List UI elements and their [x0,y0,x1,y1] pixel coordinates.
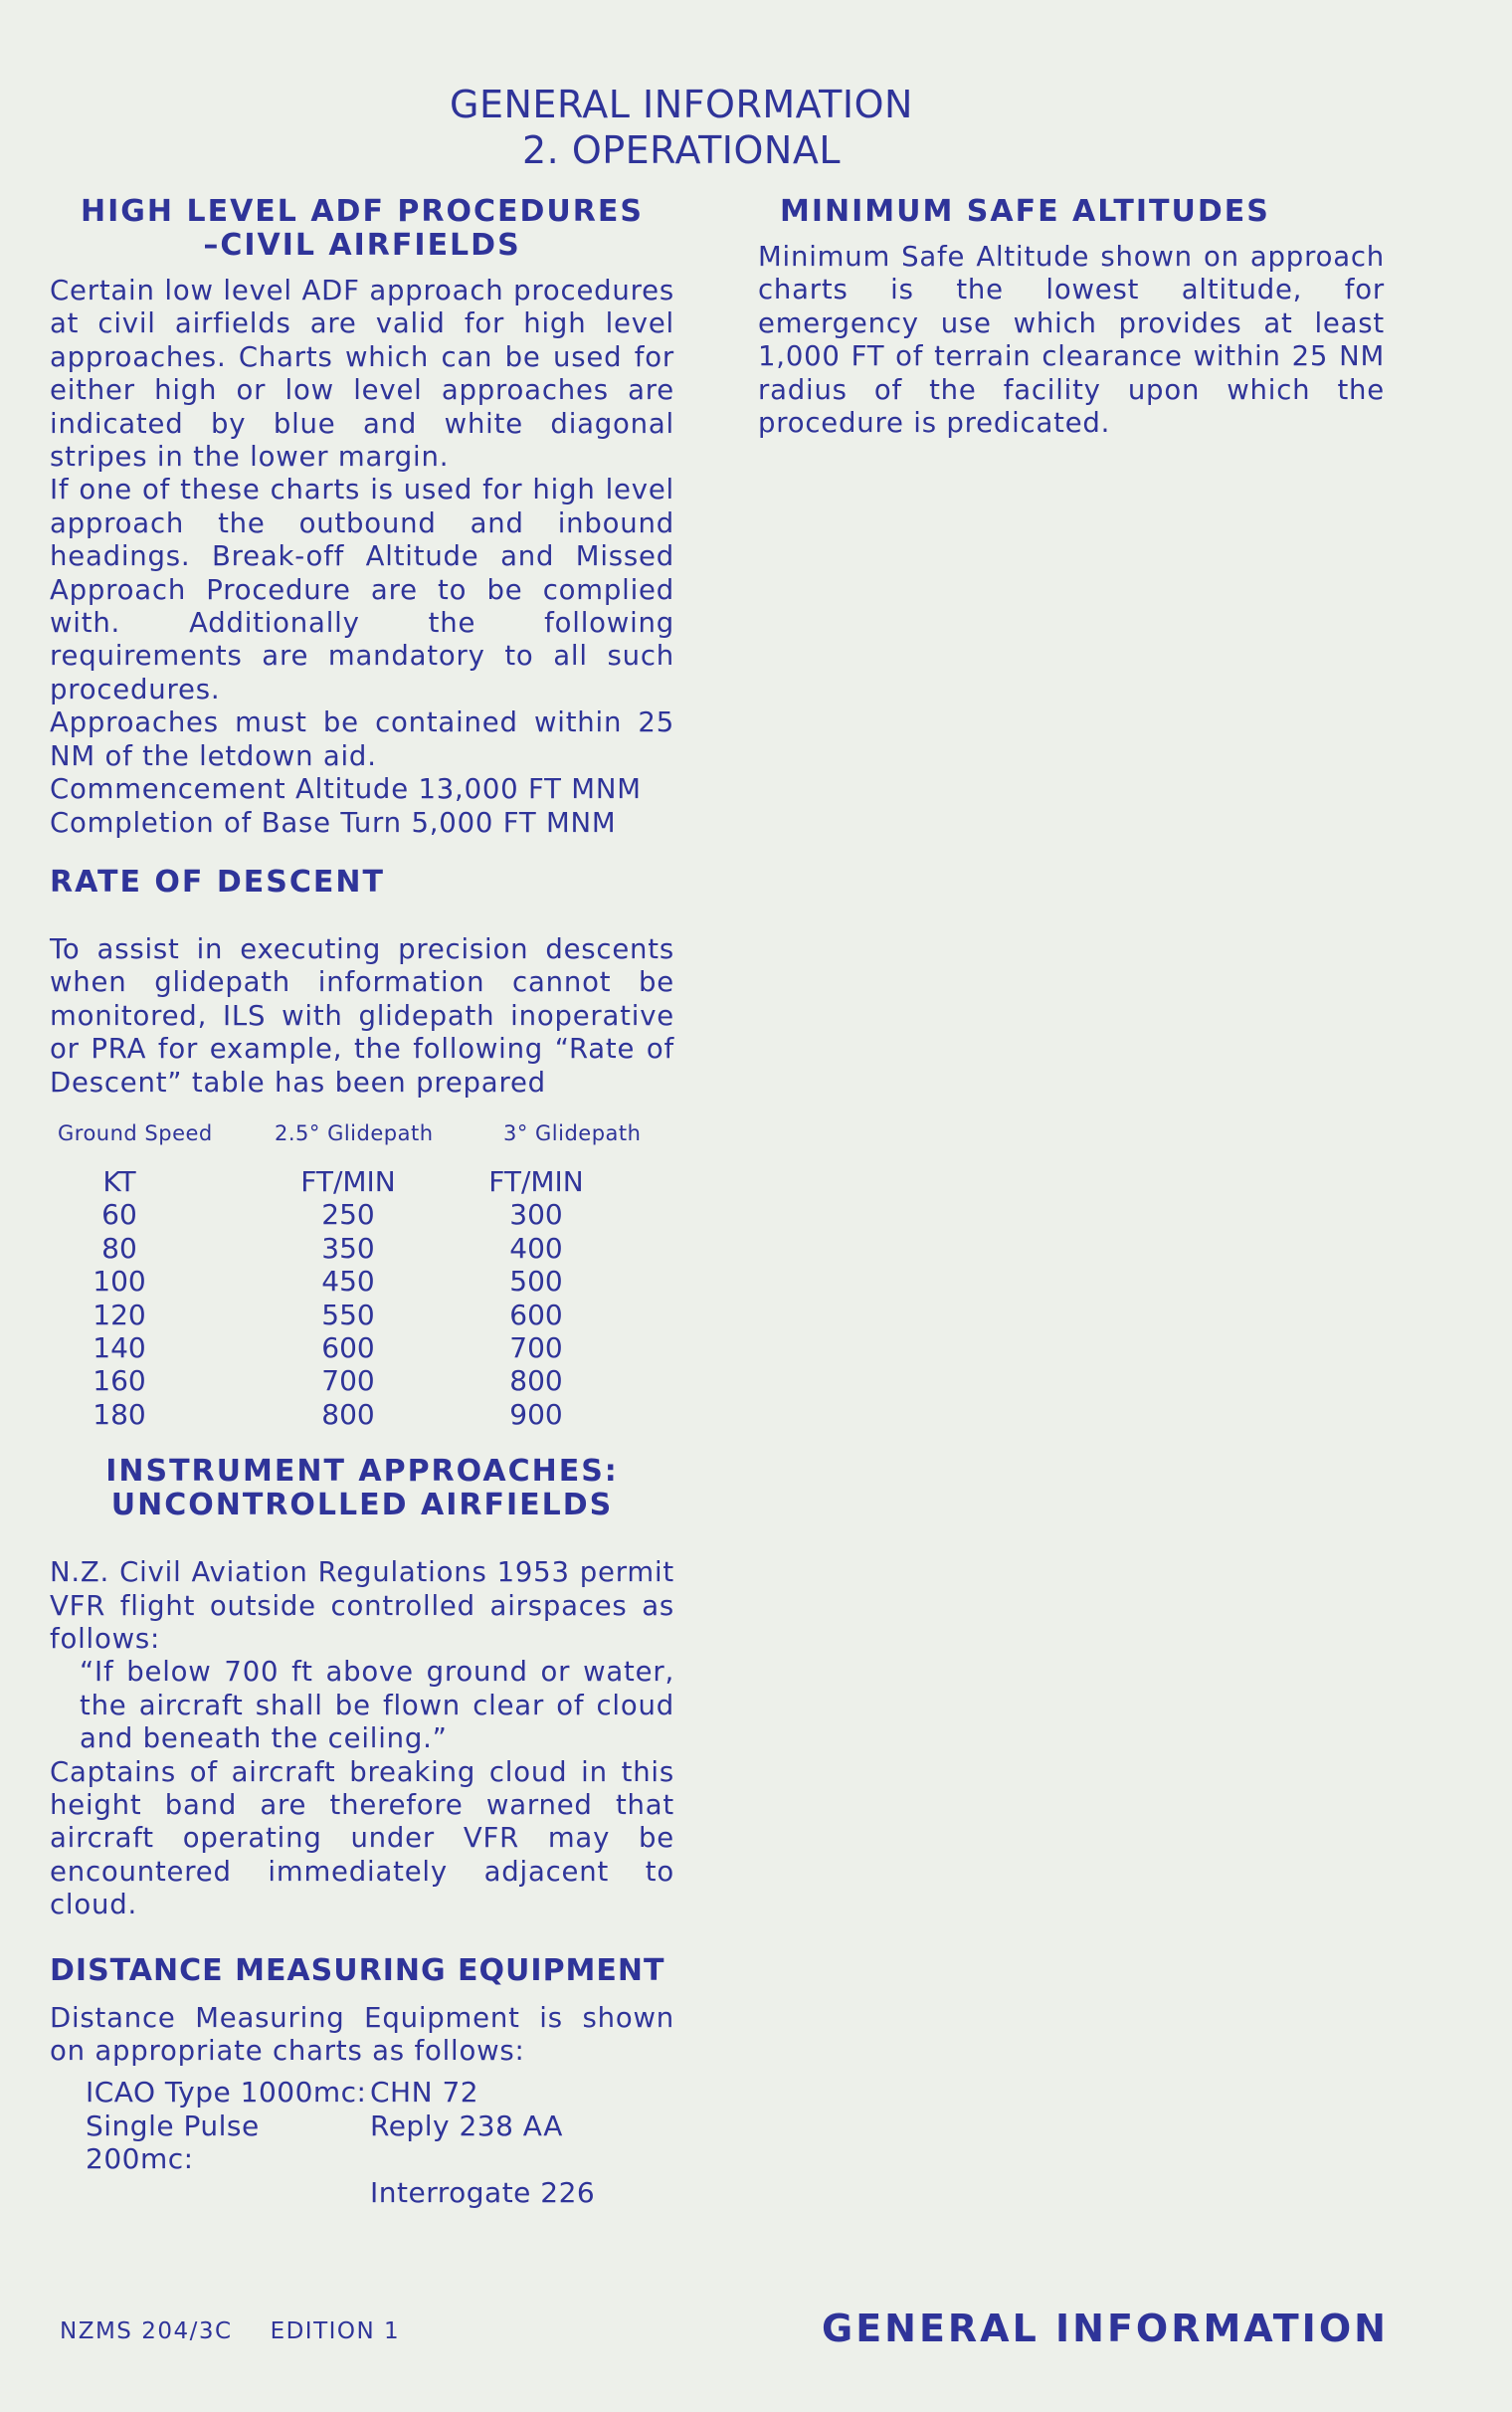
table-cell: 550 [321,1298,375,1331]
adf-para-3: Approaches must be contained within 25 NM of the letdown aid. [50,706,674,772]
dme-value: Reply 238 AA [370,2109,563,2142]
dme-title: DISTANCE MEASURING EQUIPMENT [50,1952,665,1988]
table-cell: 800 [321,1397,375,1431]
table-row [50,1265,674,1298]
adf-title-sub: –CIVIL AIRFIELDS [203,228,521,263]
table-cell: 800 [509,1364,563,1398]
table-cell: 450 [321,1265,375,1299]
msa-section [758,195,1385,440]
rod-col-header: 2.5° Glidepath [275,1120,434,1145]
footer-section-title: GENERAL INFORMATION [822,2307,1389,2350]
table-cell: 120 [93,1298,146,1331]
uncontrolled-para-2: Captains of aircraft breaking cloud in this height band are therefore warned that aircraft operating under VFR may be encountered immediately adjacent to cloud. [50,1755,674,1921]
uncontrolled-para-1: N.Z. Civil Aviation Regulations 1953 permit VFR flight outside controlled airspaces as follows: [50,1556,674,1655]
adf-section [50,195,674,840]
list-item [50,2076,674,2109]
uncontrolled-section [50,1455,674,1921]
list-item [50,2176,674,2209]
footer-code: NZMS 204/3C [60,2318,233,2344]
table-row [50,1198,674,1231]
table-cell: 700 [509,1330,563,1364]
table-cell: 400 [509,1231,563,1265]
rod-table [50,1165,674,1431]
dme-label [50,2176,370,2209]
adf-para-2: If one of these charts is used for high level approach the outbound and inbound headings. Break-off Altitude and Missed Approach Procedure are to be complied with. Additionally the following requirements are mandatory to all such procedures. [50,474,674,705]
dme-section [50,1954,674,2209]
rod-unit: FT/MIN [488,1164,584,1198]
uncontrolled-title-sub: UNCONTROLLED AIRFIELDS [110,1488,614,1523]
table-cell: 600 [321,1330,375,1364]
table-cell: 140 [93,1330,146,1364]
adf-title: HIGH LEVEL ADF PROCEDURES [81,194,644,229]
dme-value: Interrogate 226 [370,2175,596,2209]
adf-para-5: Completion of Base Turn 5,000 FT MNM [50,806,617,839]
table-cell: 700 [321,1364,375,1398]
table-row [50,1331,674,1364]
table-cell: 350 [321,1231,375,1265]
table-cell: 250 [321,1198,375,1232]
table-cell: 60 [101,1198,137,1232]
table-cell: 600 [509,1298,563,1331]
dme-value: CHN 72 [370,2076,479,2110]
dme-label: ICAO Type 1000mc: [86,2076,367,2110]
footer-edition: EDITION 1 [270,2318,401,2344]
uncontrolled-quote: “If below 700 ft above ground or water, the aircraft shall be flown clear of cloud and beneath the ceiling.” [80,1656,674,1755]
table-row [50,1232,674,1265]
uncontrolled-title: INSTRUMENT APPROACHES: [105,1454,619,1490]
page-header [0,82,1363,173]
rod-table-header [50,1121,674,1145]
table-cell: 500 [509,1265,563,1299]
rod-col-header: Ground Speed [58,1120,213,1145]
dme-para: Distance Measuring Equipment is shown on appropriate charts as follows: [50,2001,674,2068]
msa-para: Minimum Safe Altitude shown on approach charts is the lowest altitude, for emergency use which provides at least 1,000 FT of terrain clearance within 25 NM radius of the facility upon which the procedure is predicated. [758,241,1385,440]
footer-reference [60,2318,400,2344]
rod-unit: FT/MIN [300,1164,396,1198]
rod-section [50,866,674,1431]
table-cell: 180 [93,1397,146,1431]
table-cell: 900 [509,1397,563,1431]
rod-col-header: 3° Glidepath [503,1120,642,1145]
table-cell: 160 [93,1364,146,1398]
right-column [758,195,1385,440]
left-column [50,195,674,2209]
adf-para-1: Certain low level ADF approach procedures at civil airfields are valid for high level approaches. Charts which can be used for either high or low level approaches are indicated by blue and white diagonal stripes in the lower margin. [50,275,674,474]
dme-list [50,2076,674,2209]
table-cell: 80 [101,1231,137,1265]
list-item [50,2110,674,2176]
table-cell: 300 [509,1198,563,1232]
table-row [50,1299,674,1331]
rod-para: To assist in executing precision descents when glidepath information cannot be monitored, ILS with glidepath inoperative or PRA for example, the following “Rate of Descent” table has been prepared [50,932,674,1099]
rod-unit: KT [102,1164,136,1198]
rod-units-row [50,1165,674,1198]
table-row [50,1398,674,1431]
msa-title: MINIMUM SAFE ALTITUDES [780,194,1270,229]
page-title: GENERAL INFORMATION [450,83,913,126]
table-row [50,1364,674,1397]
table-cell: 100 [93,1265,146,1299]
page-subtitle: 2. OPERATIONAL [522,128,841,172]
dme-label: Single Pulse 200mc: [86,2109,260,2176]
adf-para-4: Commencement Altitude 13,000 FT MNM [50,773,642,806]
rod-title: RATE OF DESCENT [50,864,385,900]
